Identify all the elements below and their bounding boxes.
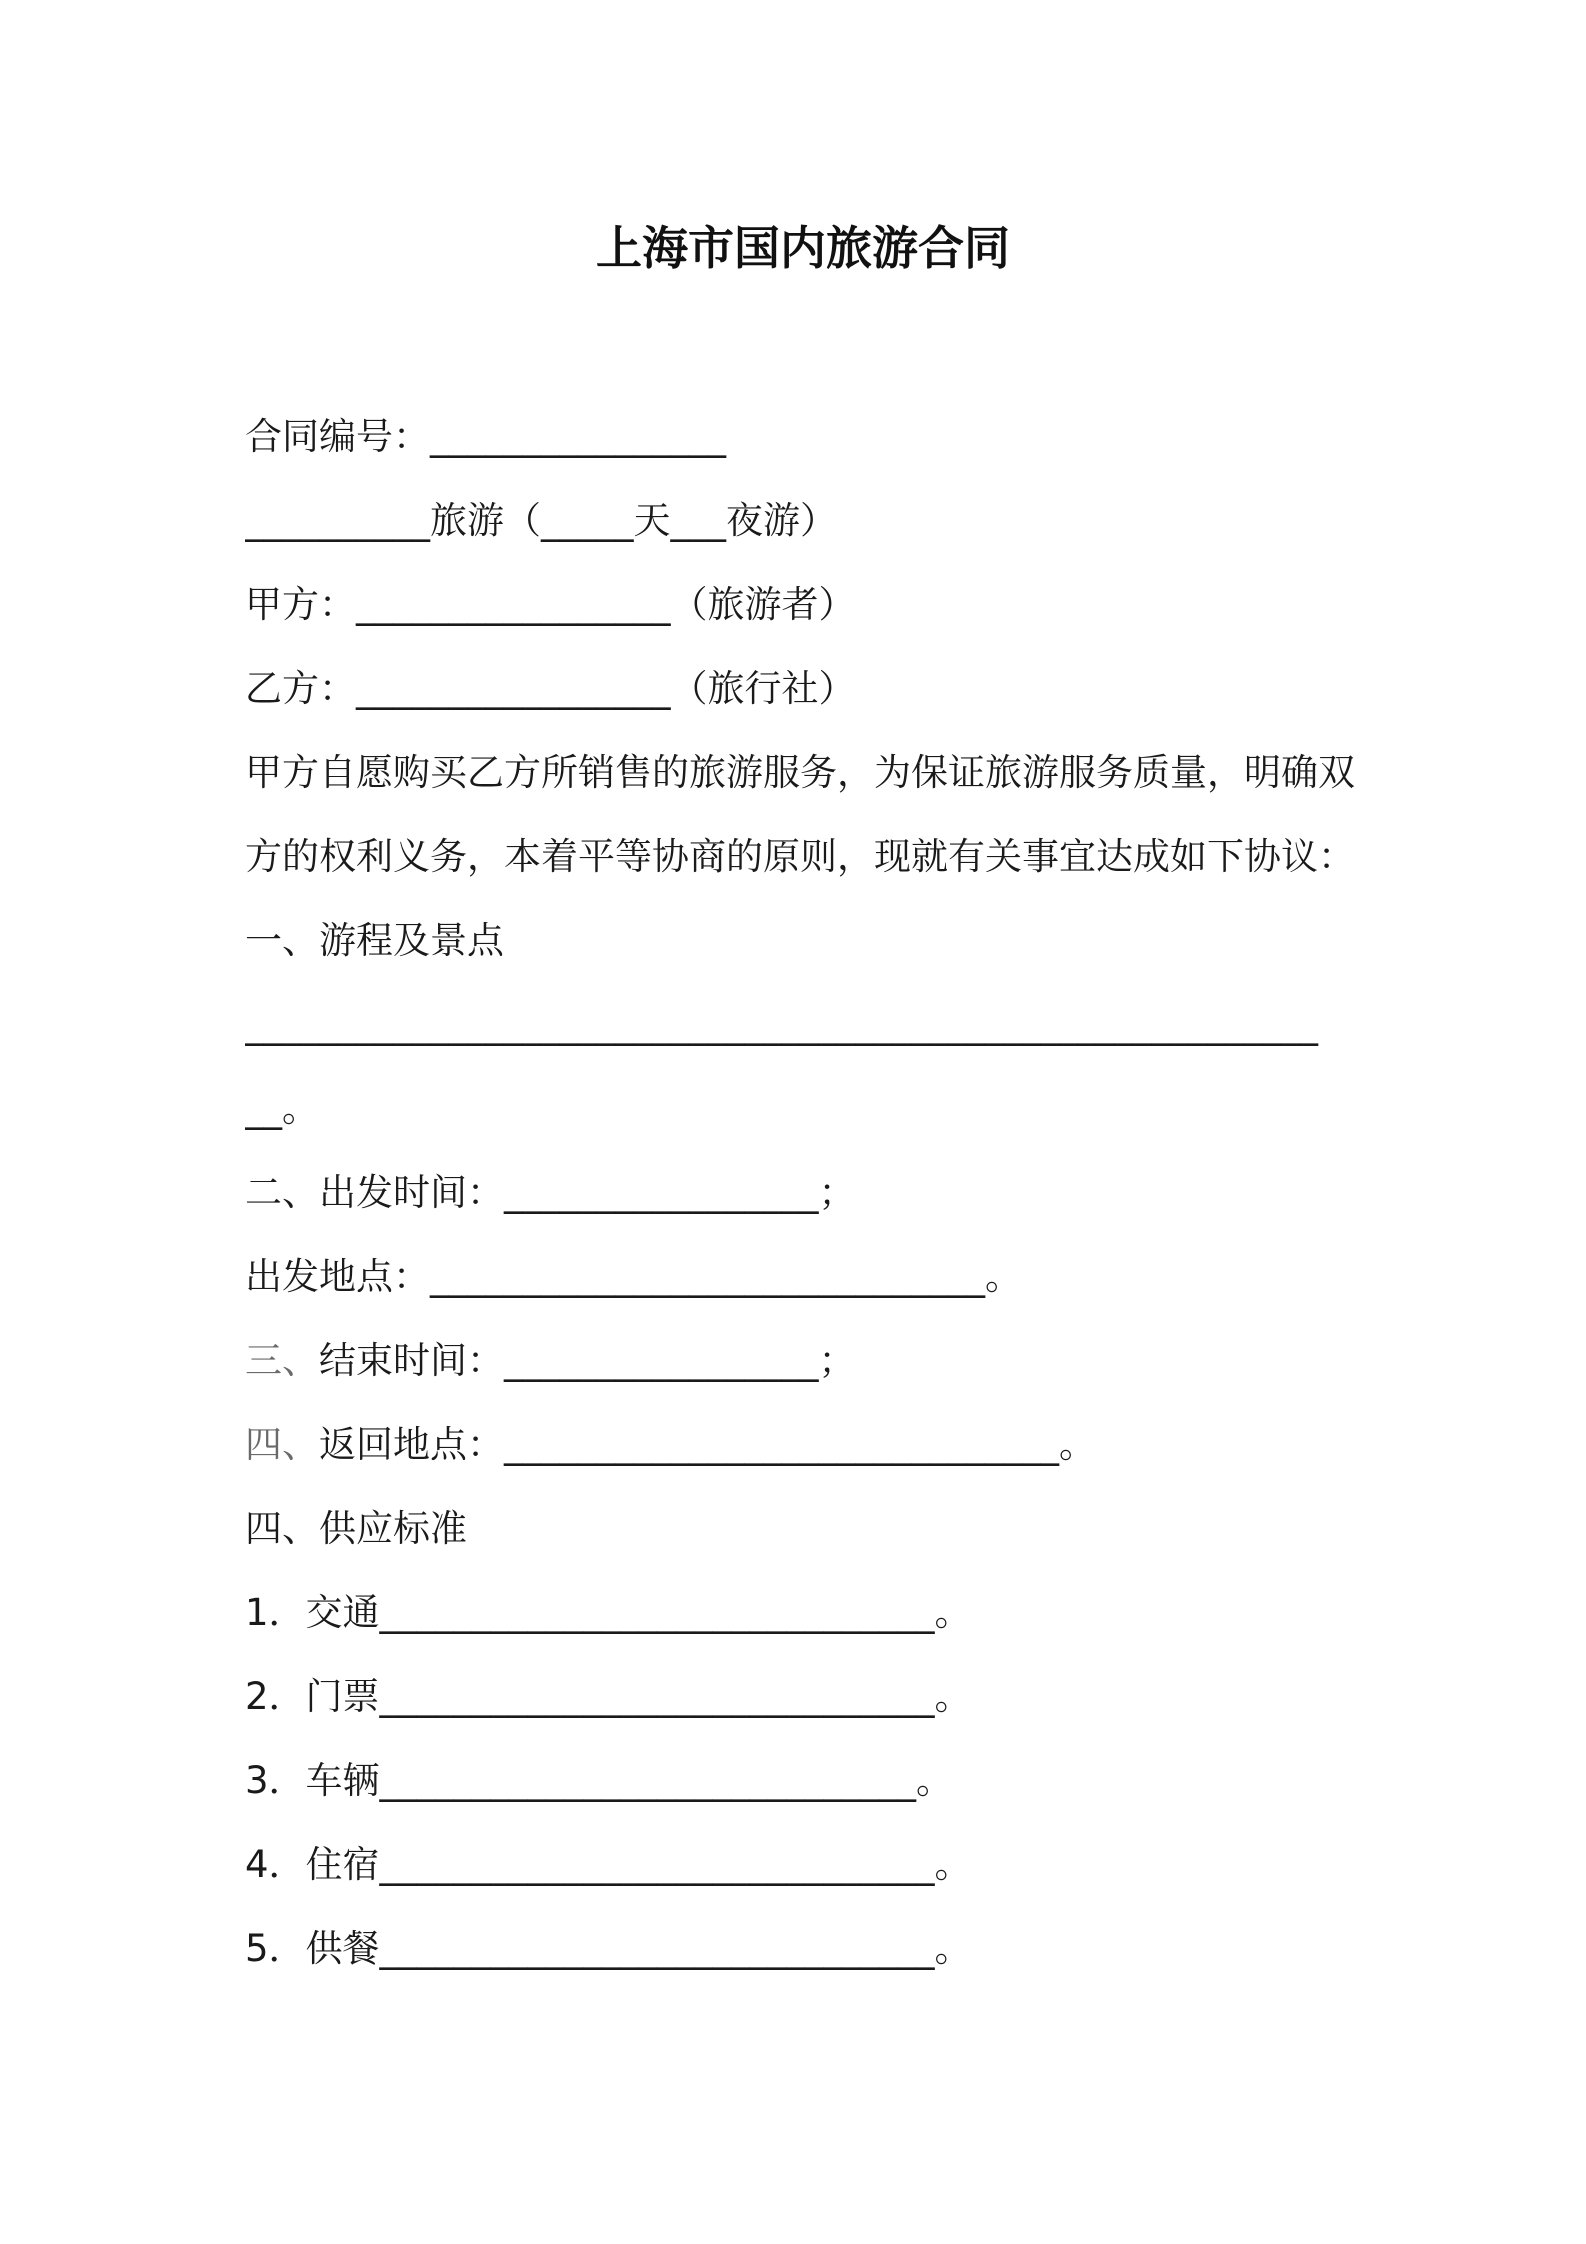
end-time-line xyxy=(245,1319,1545,1403)
document-title: 上海市国内旅游合同 xyxy=(596,221,1010,275)
return-place-label: 返回地点：______________________________。 xyxy=(319,1423,1096,1466)
departure-time-line: 二、出发时间：_________________； xyxy=(245,1171,856,1214)
contract-body xyxy=(245,395,1545,1991)
itinerary-heading: 一、游程及景点 xyxy=(245,919,504,962)
itinerary-blank-line: __________________________________________________________ xyxy=(245,1003,1318,1046)
supply-item-transport: 1．交通______________________________。 xyxy=(245,1591,972,1634)
return-place-number: 四、 xyxy=(245,1423,319,1466)
tour-type-line: __________旅游（_____天___夜游） xyxy=(245,499,837,542)
contract-number-line: 合同编号：________________ xyxy=(245,415,726,458)
return-place-line xyxy=(245,1403,1545,1487)
supply-item-tickets: 2．门票______________________________。 xyxy=(245,1675,972,1718)
end-time-label: 结束时间：_________________； xyxy=(319,1339,856,1382)
supply-item-meals: 5．供餐______________________________。 xyxy=(245,1927,972,1970)
supply-item-vehicle: 3．车辆_____________________________。 xyxy=(245,1759,954,1802)
supply-standards-heading: 四、供应标准 xyxy=(245,1507,467,1550)
departure-place-line: 出发地点：______________________________。 xyxy=(245,1255,1022,1298)
preamble-line-1: 甲方自愿购买乙方所销售的旅游服务，为保证旅游服务质量，明确双 xyxy=(245,751,1355,794)
itinerary-blank-line-end: __。 xyxy=(245,1087,319,1130)
supply-item-lodging: 4．住宿______________________________。 xyxy=(245,1843,972,1886)
end-time-number: 三、 xyxy=(245,1339,319,1382)
preamble-line-2: 方的权利义务，本着平等协商的原则，现就有关事宜达成如下协议： xyxy=(245,835,1355,878)
party-b-line: 乙方：_________________（旅行社） xyxy=(245,667,856,710)
party-a-line: 甲方：_________________（旅游者） xyxy=(245,583,856,626)
